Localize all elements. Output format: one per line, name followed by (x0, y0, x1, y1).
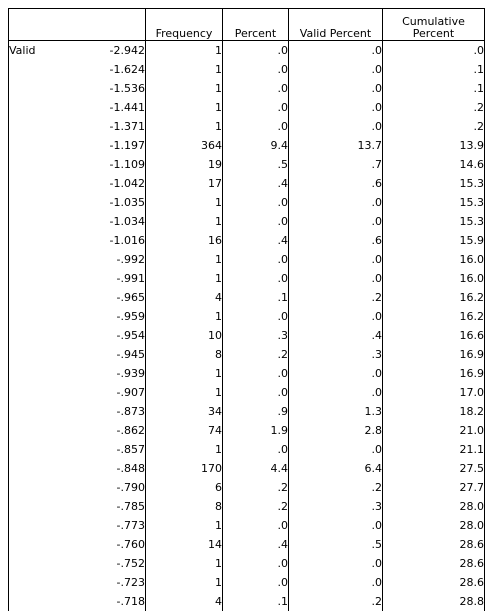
percent-cell: .2 (223, 345, 289, 364)
cumulative-percent-cell: 13.9 (383, 136, 485, 155)
table-row (9, 440, 485, 459)
table-row (9, 364, 485, 383)
frequency-cell: 17 (146, 174, 223, 193)
header-frequency: Frequency (146, 9, 223, 41)
cumulative-percent-cell: 16.9 (383, 345, 485, 364)
valid-percent-cell: .3 (289, 345, 383, 364)
cumulative-percent-cell: .0 (383, 41, 485, 61)
frequency-cell: 1 (146, 554, 223, 573)
percent-cell: 4.4 (223, 459, 289, 478)
value-cell: -1.536 (69, 79, 146, 98)
valid-percent-cell: .0 (289, 117, 383, 136)
header-percent: Percent (223, 9, 289, 41)
table-row (9, 383, 485, 402)
valid-percent-cell: .6 (289, 231, 383, 250)
percent-cell: .1 (223, 288, 289, 307)
valid-percent-cell: .5 (289, 535, 383, 554)
valid-percent-cell: .0 (289, 193, 383, 212)
frequency-cell: 19 (146, 155, 223, 174)
table-row (9, 98, 485, 117)
table-row (9, 402, 485, 421)
table-row (9, 592, 485, 611)
table-row (9, 573, 485, 592)
value-cell: -.773 (69, 516, 146, 535)
table-row (9, 459, 485, 478)
cumulative-percent-cell: 15.3 (383, 212, 485, 231)
header-cumulative-line1: Cumulative (402, 15, 465, 28)
value-cell: -.954 (69, 326, 146, 345)
table-row (9, 269, 485, 288)
frequency-cell: 4 (146, 288, 223, 307)
valid-percent-cell: .0 (289, 573, 383, 592)
percent-cell: .2 (223, 478, 289, 497)
cumulative-percent-cell: 16.2 (383, 288, 485, 307)
cumulative-percent-cell: 15.3 (383, 174, 485, 193)
percent-cell: .1 (223, 592, 289, 611)
frequency-cell: 1 (146, 79, 223, 98)
percent-cell: 9.4 (223, 136, 289, 155)
cumulative-percent-cell: 14.6 (383, 155, 485, 174)
value-cell: -.992 (69, 250, 146, 269)
cumulative-percent-cell: 15.9 (383, 231, 485, 250)
value-cell: -.959 (69, 307, 146, 326)
table-row (9, 554, 485, 573)
frequency-cell: 10 (146, 326, 223, 345)
header-row (9, 9, 485, 41)
cumulative-percent-cell: 16.0 (383, 269, 485, 288)
cumulative-percent-cell: 17.0 (383, 383, 485, 402)
percent-cell: .0 (223, 60, 289, 79)
frequency-cell: 14 (146, 535, 223, 554)
percent-cell: .0 (223, 440, 289, 459)
value-cell: -.965 (69, 288, 146, 307)
valid-percent-cell: .3 (289, 497, 383, 516)
table-row (9, 193, 485, 212)
value-cell: -.991 (69, 269, 146, 288)
percent-cell: .9 (223, 402, 289, 421)
percent-cell: .0 (223, 269, 289, 288)
valid-percent-cell: .0 (289, 554, 383, 573)
table-row (9, 155, 485, 174)
percent-cell: .4 (223, 174, 289, 193)
value-cell: -.873 (69, 402, 146, 421)
header-cumulative-percent (383, 9, 485, 41)
cumulative-percent-cell: 21.1 (383, 440, 485, 459)
table-row (9, 250, 485, 269)
valid-percent-cell: .0 (289, 269, 383, 288)
value-cell: -.939 (69, 364, 146, 383)
cumulative-percent-cell: 15.3 (383, 193, 485, 212)
percent-cell: .4 (223, 535, 289, 554)
table-row (9, 288, 485, 307)
cumulative-percent-cell: 21.0 (383, 421, 485, 440)
frequency-cell: 1 (146, 364, 223, 383)
table-row (9, 307, 485, 326)
value-cell: -1.034 (69, 212, 146, 231)
value-cell: -.790 (69, 478, 146, 497)
table-row (9, 212, 485, 231)
percent-cell: .5 (223, 155, 289, 174)
valid-percent-cell: .0 (289, 79, 383, 98)
percent-cell: 1.9 (223, 421, 289, 440)
value-cell: -1.042 (69, 174, 146, 193)
valid-percent-cell: .0 (289, 41, 383, 61)
value-cell: -.862 (69, 421, 146, 440)
percent-cell: .0 (223, 250, 289, 269)
percent-cell: .0 (223, 212, 289, 231)
frequency-cell: 1 (146, 383, 223, 402)
cumulative-percent-cell: 16.9 (383, 364, 485, 383)
frequency-cell: 4 (146, 592, 223, 611)
table-row (9, 345, 485, 364)
frequency-cell: 1 (146, 440, 223, 459)
valid-percent-cell: .4 (289, 326, 383, 345)
valid-percent-cell: .0 (289, 250, 383, 269)
frequency-cell: 6 (146, 478, 223, 497)
valid-percent-cell: .2 (289, 478, 383, 497)
table-row (9, 136, 485, 155)
frequency-cell: 1 (146, 573, 223, 592)
percent-cell: .0 (223, 193, 289, 212)
cumulative-percent-cell: 16.2 (383, 307, 485, 326)
cumulative-percent-cell: .1 (383, 79, 485, 98)
cumulative-percent-cell: .2 (383, 98, 485, 117)
percent-cell: .3 (223, 326, 289, 345)
cumulative-percent-cell: 18.2 (383, 402, 485, 421)
percent-cell: .0 (223, 573, 289, 592)
frequency-cell: 1 (146, 98, 223, 117)
cumulative-percent-cell: 28.6 (383, 573, 485, 592)
table-row (9, 478, 485, 497)
frequency-cell: 1 (146, 117, 223, 136)
frequency-cell: 34 (146, 402, 223, 421)
valid-percent-cell: .2 (289, 288, 383, 307)
header-valid-percent: Valid Percent (289, 9, 383, 41)
frequency-cell: 8 (146, 497, 223, 516)
table-row (9, 174, 485, 193)
frequency-table (8, 8, 485, 611)
frequency-cell: 1 (146, 193, 223, 212)
cumulative-percent-cell: .1 (383, 60, 485, 79)
valid-percent-cell: 13.7 (289, 136, 383, 155)
percent-cell: .2 (223, 497, 289, 516)
header-cumulative-line2: Percent (413, 27, 454, 40)
cumulative-percent-cell: 16.6 (383, 326, 485, 345)
value-cell: -1.109 (69, 155, 146, 174)
valid-percent-cell: .0 (289, 440, 383, 459)
percent-cell: .0 (223, 307, 289, 326)
table-row (9, 79, 485, 98)
cumulative-percent-cell: 28.6 (383, 535, 485, 554)
table-row (9, 117, 485, 136)
valid-percent-cell: .0 (289, 60, 383, 79)
frequency-cell: 1 (146, 269, 223, 288)
value-cell: -.718 (69, 592, 146, 611)
cumulative-percent-cell: 27.7 (383, 478, 485, 497)
value-cell: -.723 (69, 573, 146, 592)
valid-percent-cell: .7 (289, 155, 383, 174)
value-cell: -.857 (69, 440, 146, 459)
cumulative-percent-cell: 28.8 (383, 592, 485, 611)
valid-percent-cell: .0 (289, 98, 383, 117)
frequency-cell: 364 (146, 136, 223, 155)
row-group-label: Valid (9, 41, 69, 611)
value-cell: -.760 (69, 535, 146, 554)
valid-percent-cell: .0 (289, 212, 383, 231)
frequency-cell: 1 (146, 60, 223, 79)
percent-cell: .0 (223, 554, 289, 573)
table-row (9, 60, 485, 79)
percent-cell: .0 (223, 364, 289, 383)
valid-percent-cell: .0 (289, 383, 383, 402)
value-cell: -2.942 (69, 41, 146, 61)
valid-percent-cell: 2.8 (289, 421, 383, 440)
value-cell: -.907 (69, 383, 146, 402)
frequency-cell: 8 (146, 345, 223, 364)
value-cell: -1.016 (69, 231, 146, 250)
valid-percent-cell: .0 (289, 516, 383, 535)
frequency-cell: 16 (146, 231, 223, 250)
table-row (9, 231, 485, 250)
value-cell: -1.035 (69, 193, 146, 212)
frequency-cell: 1 (146, 307, 223, 326)
frequency-cell: 1 (146, 516, 223, 535)
valid-percent-cell: .6 (289, 174, 383, 193)
percent-cell: .4 (223, 231, 289, 250)
value-cell: -1.624 (69, 60, 146, 79)
frequency-cell: 1 (146, 212, 223, 231)
cumulative-percent-cell: 16.0 (383, 250, 485, 269)
valid-percent-cell: .2 (289, 592, 383, 611)
frequency-cell: 74 (146, 421, 223, 440)
frequency-cell: 1 (146, 41, 223, 61)
value-cell: -1.371 (69, 117, 146, 136)
valid-percent-cell: 1.3 (289, 402, 383, 421)
table-row (9, 326, 485, 345)
valid-percent-cell: 6.4 (289, 459, 383, 478)
header-stub (9, 9, 146, 41)
percent-cell: .0 (223, 98, 289, 117)
frequency-cell: 170 (146, 459, 223, 478)
table-row (9, 497, 485, 516)
percent-cell: .0 (223, 383, 289, 402)
cumulative-percent-cell: 28.6 (383, 554, 485, 573)
table-row (9, 41, 485, 61)
percent-cell: .0 (223, 79, 289, 98)
value-cell: -1.441 (69, 98, 146, 117)
percent-cell: .0 (223, 41, 289, 61)
valid-percent-cell: .0 (289, 307, 383, 326)
cumulative-percent-cell: 28.0 (383, 516, 485, 535)
value-cell: -.945 (69, 345, 146, 364)
cumulative-percent-cell: 27.5 (383, 459, 485, 478)
valid-percent-cell: .0 (289, 364, 383, 383)
value-cell: -.785 (69, 497, 146, 516)
table-row (9, 516, 485, 535)
value-cell: -.848 (69, 459, 146, 478)
cumulative-percent-cell: .2 (383, 117, 485, 136)
value-cell: -1.197 (69, 136, 146, 155)
table-row (9, 535, 485, 554)
value-cell: -.752 (69, 554, 146, 573)
frequency-cell: 1 (146, 250, 223, 269)
cumulative-percent-cell: 28.0 (383, 497, 485, 516)
table-row (9, 421, 485, 440)
percent-cell: .0 (223, 117, 289, 136)
percent-cell: .0 (223, 516, 289, 535)
